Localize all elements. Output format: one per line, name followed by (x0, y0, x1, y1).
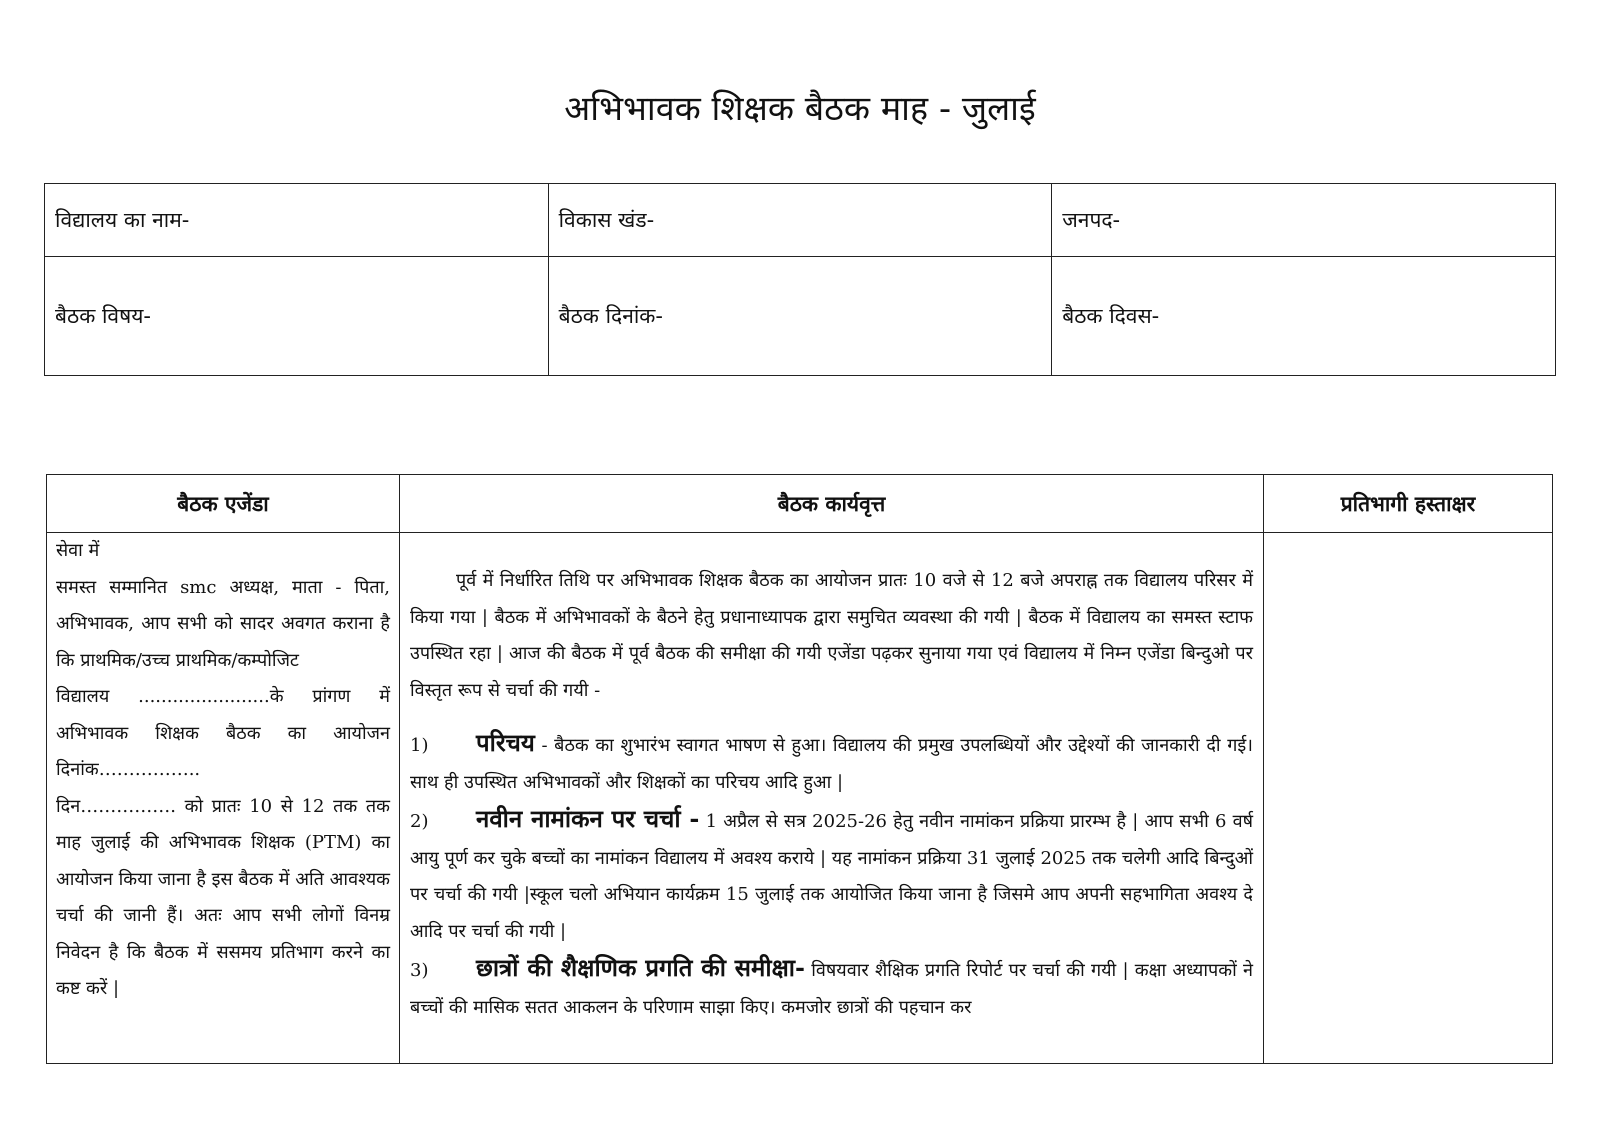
meeting-subject-field: बैठक विषय- (45, 257, 549, 376)
agenda-cell (47, 533, 400, 1064)
minutes-point (410, 950, 1253, 1026)
minutes-cell (400, 533, 1264, 1064)
agenda-body-row (47, 533, 1553, 1064)
point-number: 1) (410, 735, 429, 756)
minutes-point (410, 801, 1253, 950)
point-title: नवीन नामांकन पर चर्चा - (476, 804, 700, 833)
school-info-table (44, 183, 1556, 376)
meeting-day-field: बैठक दिवस- (1052, 257, 1556, 376)
minutes-header: बैठक कार्यवृत्त (400, 475, 1264, 533)
point-text: विषयवार शैक्षिक प्रगति रिपोर्ट पर चर्चा की गयी | कक्षा अध्यापकों ने बच्चों की मासिक सतत आकलन के परिणाम साझा किए। कमजोर छात्रों की पहचान कर (410, 960, 1253, 1018)
district-field: जनपद- (1052, 184, 1556, 257)
point-number: 3) (410, 960, 429, 981)
agenda-table (46, 474, 1553, 1064)
agenda-line: सेवा में (56, 540, 100, 561)
info-row (45, 257, 1556, 376)
point-title: परिचय (476, 728, 535, 757)
point-text: 1 अप्रैल से सत्र 2025-26 हेतु नवीन नामांकन प्रक्रिया प्रारम्भ है | आप सभी 6 वर्ष आयु पूर्ण कर चुके बच्चों का नामांकन विद्यालय में अवश्य कराये | यह नामांकन प्रक्रिया 31 जुलाई 2025 तक चलेगी आदि बिन्दुओं पर चर्चा की गयी |स्कूल चलो अभियान कार्यक्रम 15 जुलाई तक आयोजित किया जाना है जिसमे आप अपनी सहभागिता अवश्य दे आदि पर चर्चा की गयी | (410, 811, 1253, 942)
signature-header: प्रतिभागी हस्ताक्षर (1264, 475, 1553, 533)
minutes-intro: पूर्व में निर्धारित तिथि पर अभिभावक शिक्षक बैठक का आयोजन प्रातः 10 वजे से 12 बजे अपराह्न तक विद्यालय परिसर में किया गया | बैठक में अभिभावकों के बैठने हेतु प्रधानाध्यापक द्वारा समुचित व्यवस्था की गयी | बैठक में विद्यालय का समस्त स्टाफ उपस्थित रहा | आज की बैठक में पूर्व बैठक की समीक्षा की गयी एजेंडा पढ़कर सुनाया गया एवं विद्यालय में निम्न एजेंडा बिन्दुओ पर विस्तृत रूप से चर्चा की गयी - (410, 570, 1253, 701)
agenda-header: बैठक एजेंडा (47, 475, 400, 533)
point-number: 2) (410, 811, 429, 832)
signature-cell (1264, 533, 1553, 1064)
minutes-point (410, 725, 1253, 801)
block-field: विकास खंड- (548, 184, 1052, 257)
info-row (45, 184, 1556, 257)
agenda-header-row (47, 475, 1553, 533)
agenda-line: समस्त सम्मानित smc अध्यक्ष, माता - पिता, अभिभावक, आप सभी को सादर अवगत कराना है कि प्राथमिक/उच्च प्राथमिक/कम्पोजिट (56, 576, 390, 671)
agenda-line: दिन……………. को प्रातः 10 से 12 तक तक माह जुलाई की अभिभावक शिक्षक (PTM) का आयोजन किया जाना है इस बैठक में अति आवश्यक चर्चा की जानी हैं। अतः आप सभी लोगों विनम्र निवेदन है कि बैठक में ससमय प्रतिभाग करने का कष्ट करें | (56, 795, 390, 999)
meeting-date-field: बैठक दिनांक- (548, 257, 1052, 376)
page-title: अभिभावक शिक्षक बैठक माह - जुलाई (564, 89, 1036, 129)
school-name-field: विद्यालय का नाम- (45, 184, 549, 257)
agenda-line: विद्यालय .......................के प्रांगण में अभिभावक शिक्षक बैठक का आयोजन दिनांक…………….. (56, 686, 390, 780)
point-text: - बैठक का शुभारंभ स्वागत भाषण से हुआ। विद्यालय की प्रमुख उपलब्धियों और उद्देश्यों की जानकारी दी गई। साथ ही उपस्थित अभिभावकों और शिक्षकों का परिचय आदि हुआ | (410, 735, 1253, 793)
point-title: छात्रों की शैक्षणिक प्रगति की समीक्षा- (476, 953, 805, 982)
